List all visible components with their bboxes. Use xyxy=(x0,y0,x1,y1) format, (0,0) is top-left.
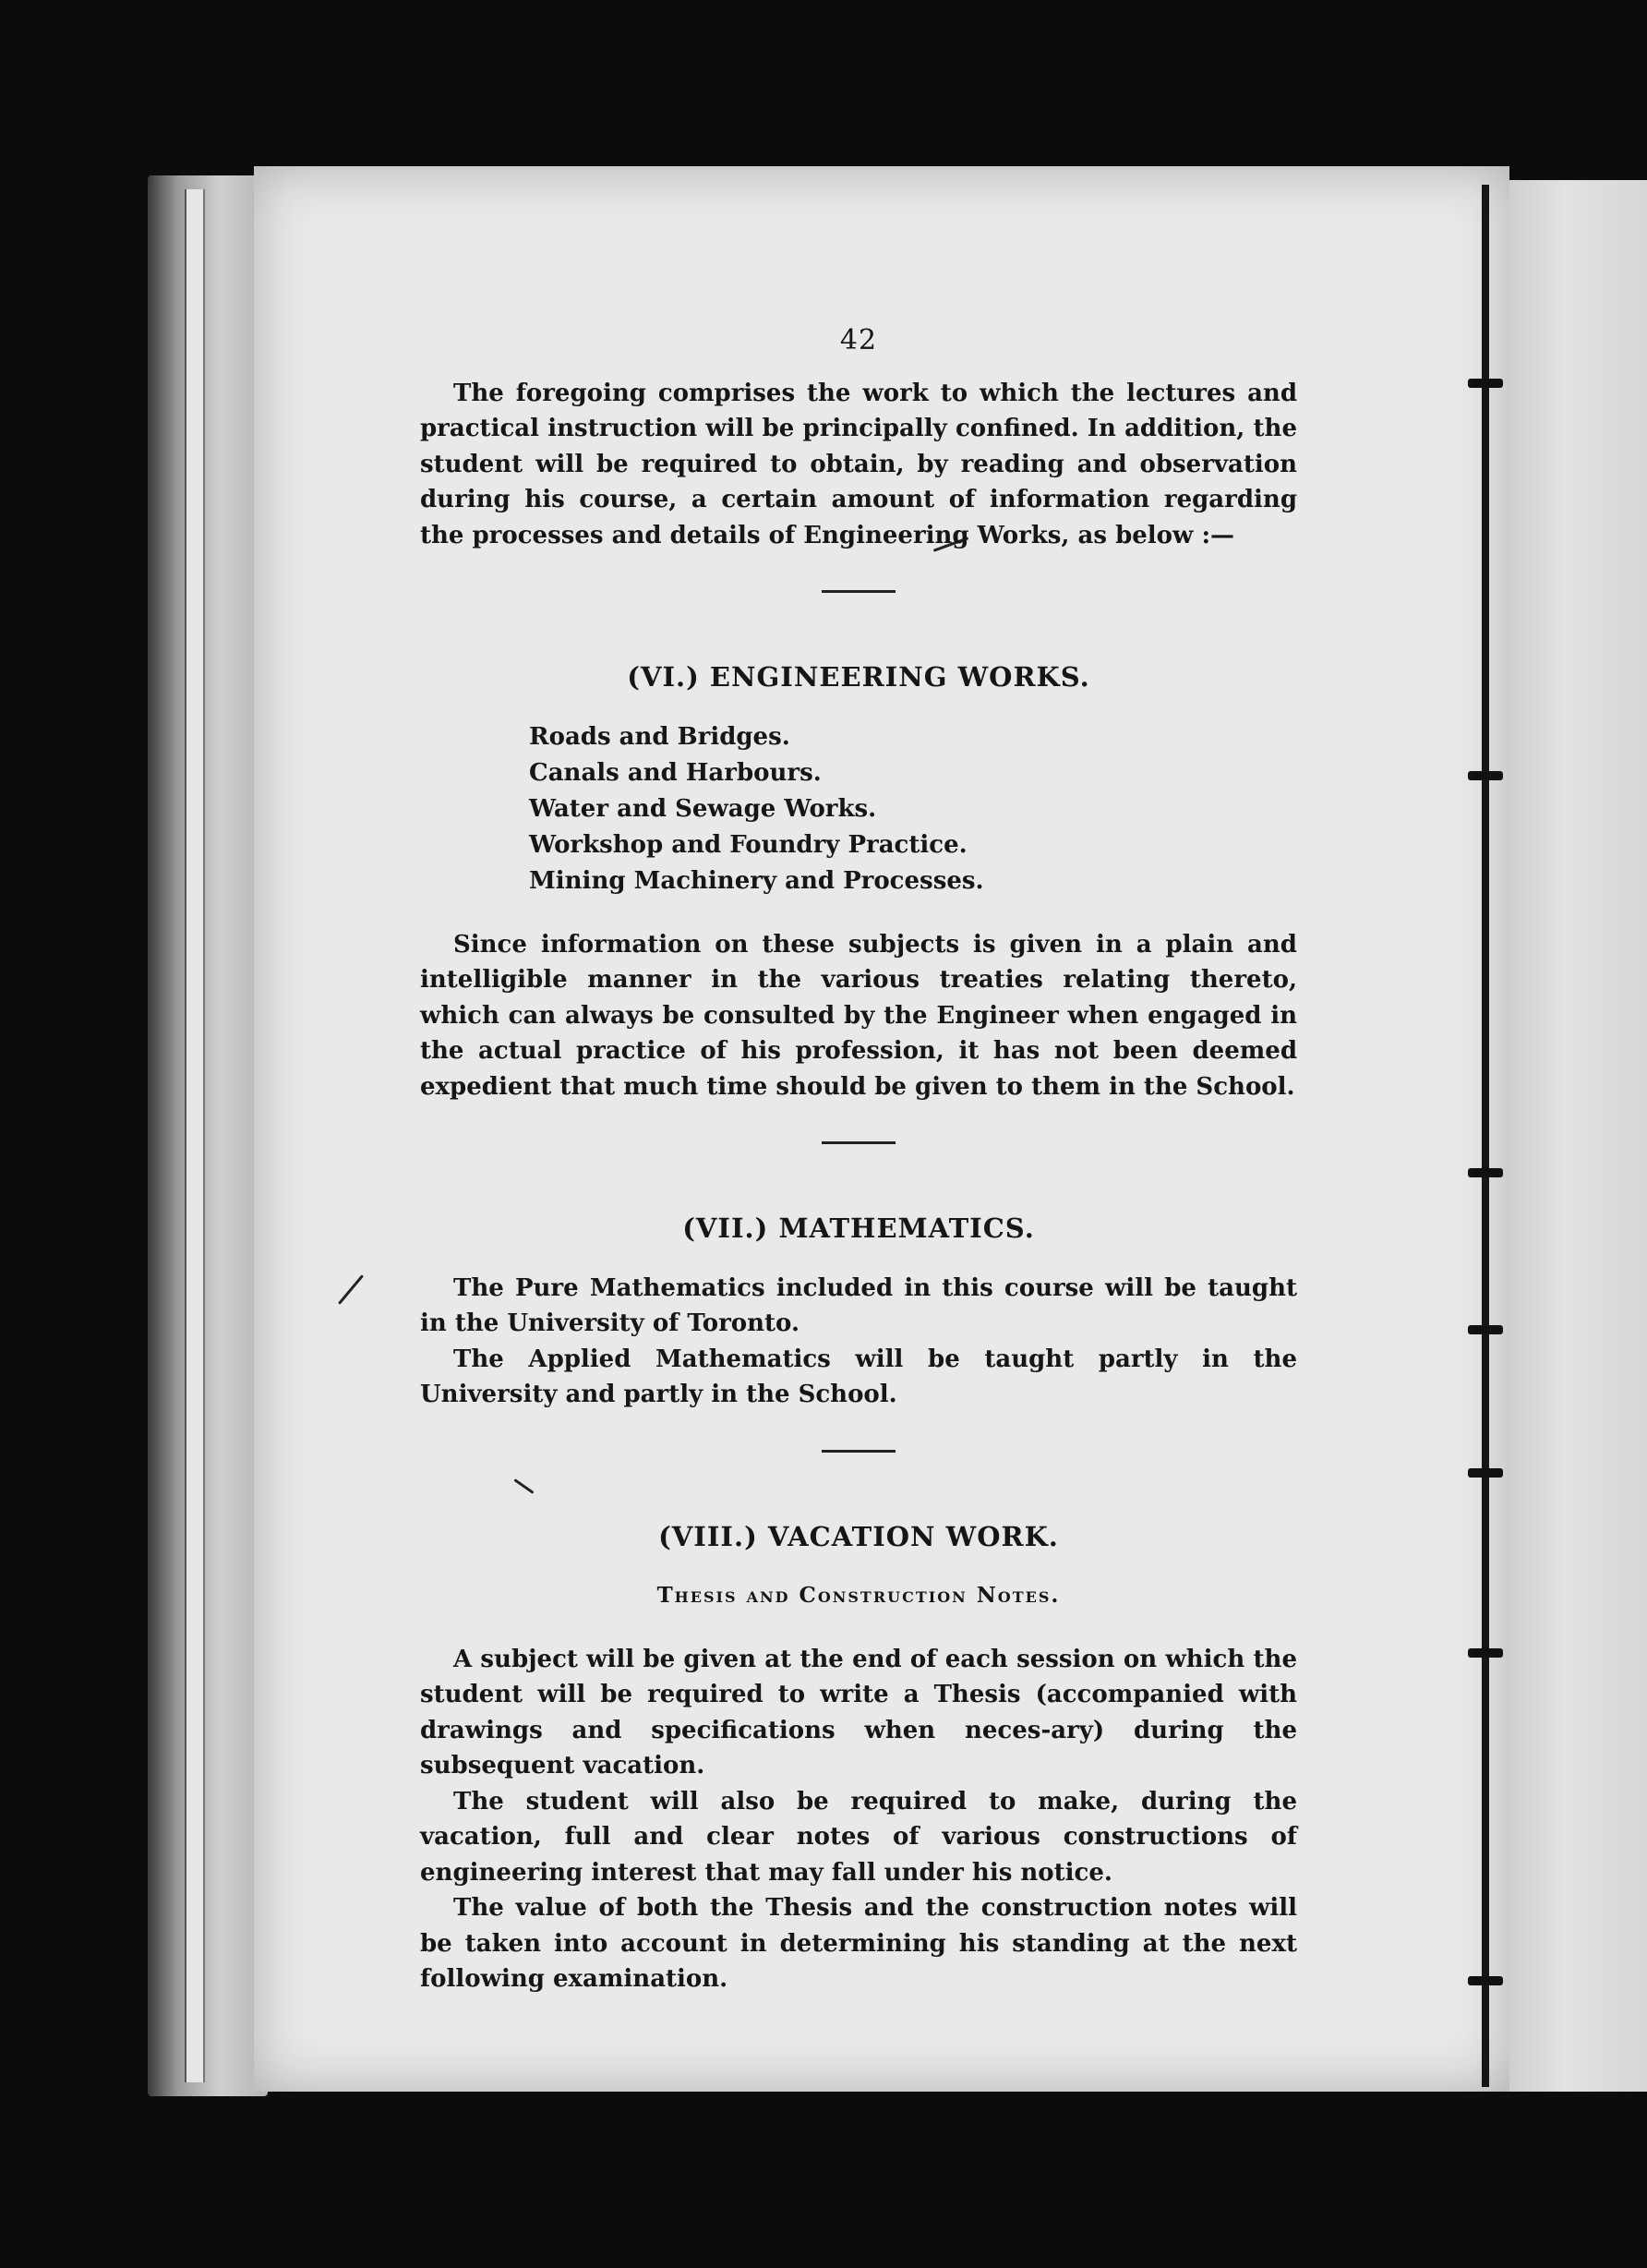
binding-stitch xyxy=(1468,1648,1503,1658)
book-page-edges xyxy=(185,189,205,2082)
mathematics-paragraph: The Applied Mathematics will be taught partly in the University and partly in the School. xyxy=(420,1345,1297,1408)
binding-stitch xyxy=(1468,1325,1503,1334)
binding-spine xyxy=(1482,185,1489,2087)
section-heading-mathematics: (VII.) MATHEMATICS. xyxy=(682,1212,1035,1244)
binding-stitch xyxy=(1468,1168,1503,1177)
page-content xyxy=(420,323,1297,1997)
engineering-works-list xyxy=(529,719,1297,899)
list-item: Mining Machinery and Processes. xyxy=(529,866,984,895)
binding-stitch xyxy=(1468,771,1503,780)
list-item: Roads and Bridges. xyxy=(529,722,790,751)
binding-stitch xyxy=(1468,1468,1503,1478)
section-divider xyxy=(822,1141,896,1144)
list-item: Canals and Harbours. xyxy=(529,758,822,787)
binding-stitch xyxy=(1468,379,1503,388)
section-heading-engineering-works: (VI.) ENGINEERING WORKS. xyxy=(627,661,1090,693)
section-heading-vacation-work: (VIII.) VACATION WORK. xyxy=(658,1520,1059,1552)
page-number: 42 xyxy=(839,324,878,356)
vacation-work-paragraph: A subject will be given at the end of each session on which the student will be required to write a Thesis (accompanied with drawings and specifications when neces-ary) during the subsequent vacation. xyxy=(420,1645,1297,1779)
vacation-work-paragraph: The student will also be required to make, during the vacation, full and clear notes of various constructions of engineering interest that may fall under his notice. xyxy=(420,1787,1297,1887)
list-item: Water and Sewage Works. xyxy=(529,794,877,823)
section-divider xyxy=(822,590,896,593)
mathematics-paragraph: The Pure Mathematics included in this course will be taught in the University of Toronto. xyxy=(420,1273,1297,1337)
engineering-works-paragraph: Since information on these subjects is given in a plain and intelligible manner in the various treaties relating thereto, which can always be consulted by the Engineer when engaged in the actual practice of his profession, it has not been deemed expedient that much time should be given to them in the School. xyxy=(420,930,1297,1101)
section-divider xyxy=(822,1450,896,1453)
facing-page xyxy=(1509,180,1647,2092)
section-subheading: Thesis and Construction Notes. xyxy=(656,1583,1061,1608)
list-item: Workshop and Foundry Practice. xyxy=(529,830,968,859)
binding-stitch xyxy=(1468,1976,1503,1985)
intro-paragraph: The foregoing comprises the work to which the lectures and practical instruction will be principally confined. In addition, the student will be required to obtain, by reading and observation during his course, a certain amount of information regarding the processes and details of Engineering Works, as below :— xyxy=(420,379,1297,549)
vacation-work-paragraph: The value of both the Thesis and the construction notes will be taken into account in determining his standing at the next following examination. xyxy=(420,1894,1297,1993)
book-edge-left xyxy=(148,175,268,2096)
